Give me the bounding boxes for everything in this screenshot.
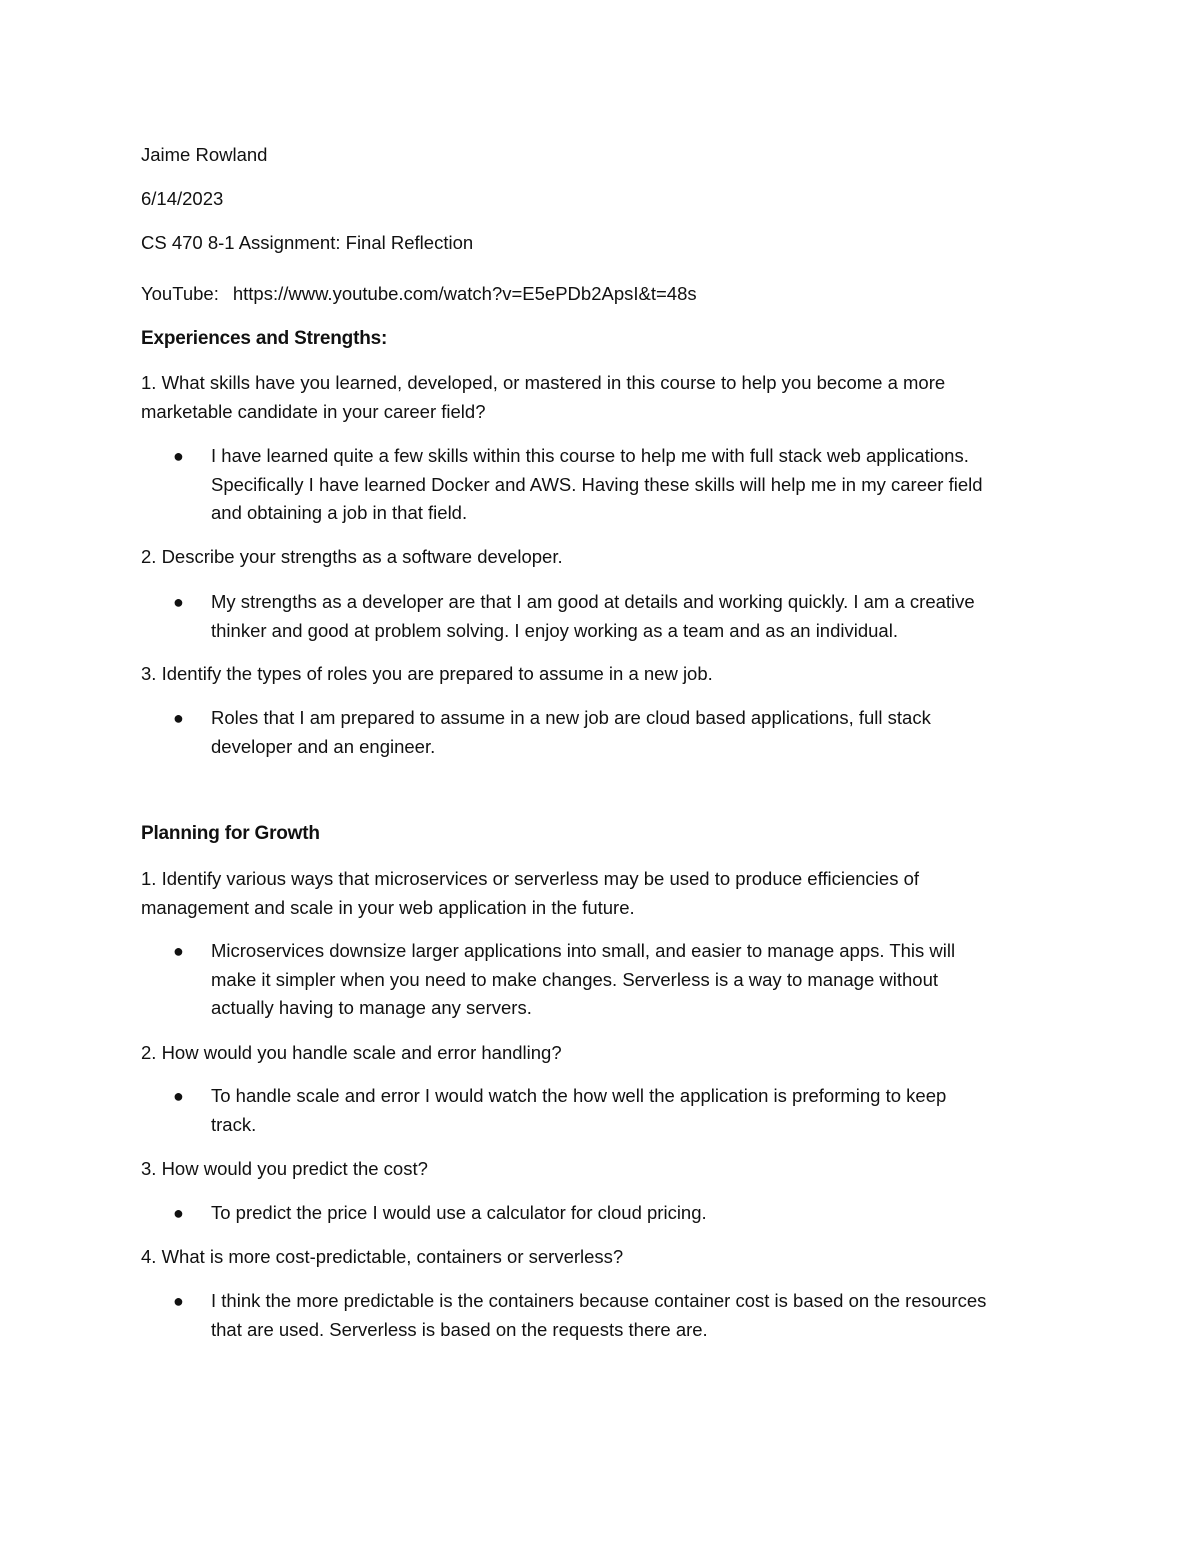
answer-line: make it simpler when you need to make changes. Serverless is a way to manage without [211, 968, 939, 990]
section-heading-experiences: Experiences and Strengths: [141, 328, 388, 349]
author-name: Jaime Rowland [141, 144, 268, 165]
bullet-icon: ● [173, 1086, 184, 1106]
bullet-icon: ● [173, 1291, 184, 1311]
youtube-line [141, 280, 697, 309]
youtube-label: YouTube: [141, 283, 219, 304]
question-4 [141, 1243, 623, 1272]
answer-line: I think the more predictable is the containers because container cost is based on the resources [211, 1290, 987, 1311]
bullet-icon: ● [173, 708, 184, 728]
question-line: 4. What is more cost-predictable, containers or serverless? [141, 1246, 624, 1267]
answer-line: Roles that I am prepared to assume in a new job are cloud based applications, full stack [211, 707, 931, 728]
answer-line: thinker and good at problem solving. I enjoy working as a team and as an individual. [211, 619, 898, 641]
answer-text [211, 704, 1051, 761]
answer-line: To predict the price I would use a calculator for cloud pricing. [211, 1202, 707, 1223]
bullet-icon: ● [173, 592, 184, 612]
question-line: 2. How would you handle scale and error handling? [141, 1042, 562, 1063]
answer-line: My strengths as a developer are that I am good at details and working quickly. I am a creative [211, 591, 975, 612]
youtube-link[interactable]: https://www.youtube.com/watch?v=E5ePDb2ApsI&t=48s [232, 283, 697, 304]
question-line: 3. Identify the types of roles you are prepared to assume in a new job. [141, 663, 713, 684]
question-2 [141, 543, 563, 572]
answer-line: Specifically I have learned Docker and AWS. Having these skills will help me in my career field [211, 473, 983, 495]
question-line: management and scale in your web application in the future. [141, 896, 635, 918]
answer-line: that are used. Serverless is based on the requests there are. [211, 1318, 708, 1340]
answer-text [211, 1082, 1051, 1139]
question-1 [141, 369, 945, 426]
answer-text [211, 588, 1051, 645]
answer-line: To handle scale and error I would watch the how well the application is preforming to keep [211, 1085, 947, 1106]
question-line: 3. How would you predict the cost? [141, 1158, 428, 1179]
answer-line: track. [211, 1113, 257, 1135]
question-line: 1. What skills have you learned, developed, or mastered in this course to help you become a more [141, 372, 946, 393]
question-3 [141, 660, 713, 689]
course-title: CS 470 8-1 Assignment: Final Reflection [141, 232, 474, 253]
document-date: 6/14/2023 [141, 188, 224, 209]
bullet-icon: ● [173, 941, 184, 961]
question-3 [141, 1155, 428, 1184]
question-line: 1. Identify various ways that microservices or serverless may be used to produce efficiencies of [141, 868, 920, 889]
answer-line: actually having to manage any servers. [211, 997, 532, 1018]
answer-text [211, 442, 1051, 528]
answer-line: and obtaining a job in that field. [211, 502, 468, 523]
bullet-icon: ● [173, 1203, 184, 1223]
question-1 [141, 865, 919, 922]
section-heading-planning: Planning for Growth [141, 823, 320, 844]
answer-line: I have learned quite a few skills within this course to help me with full stack web applications. [211, 445, 969, 466]
answer-line: developer and an engineer. [211, 735, 436, 757]
answer-text [211, 1287, 1051, 1344]
question-line: marketable candidate in your career field? [141, 400, 486, 422]
answer-line: Microservices downsize larger applications into small, and easier to manage apps. This will [211, 940, 956, 961]
question-line: 2. Describe your strengths as a software developer. [141, 546, 563, 567]
question-2 [141, 1039, 562, 1068]
answer-text [211, 1199, 1051, 1228]
bullet-icon: ● [173, 446, 184, 466]
answer-text [211, 937, 1051, 1023]
